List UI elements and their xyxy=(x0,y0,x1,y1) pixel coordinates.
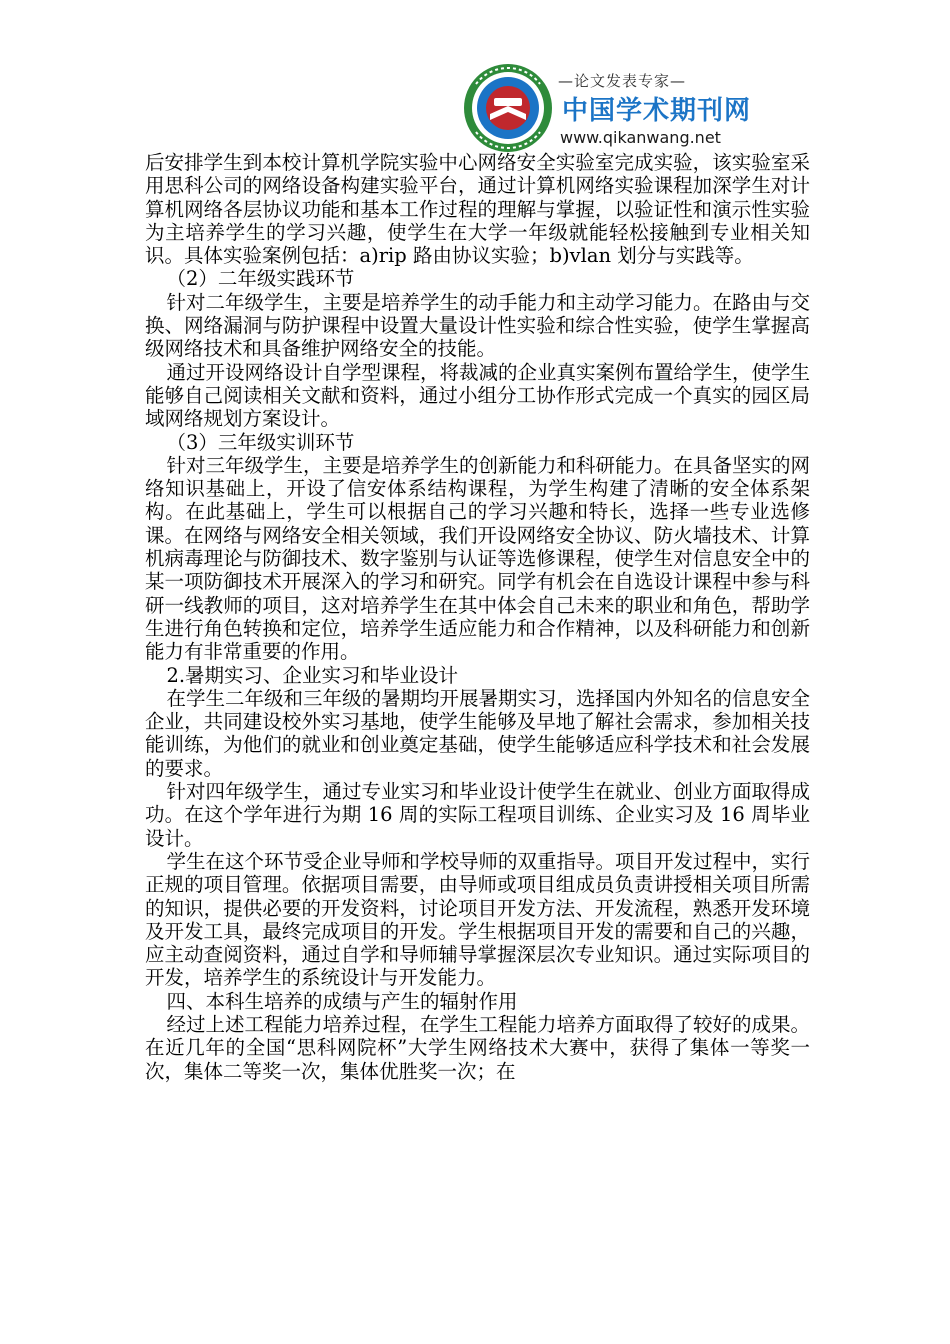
paragraph: 通过开设网络设计自学型课程，将裁减的企业真实案例布置给学生，使学生能够自己阅读相关文献和资料，通过小组分工协作形式完成一个真实的园区局域网络规划方案设计。 xyxy=(145,360,810,431)
section-heading: 四、本科生培养的成绩与产生的辐射作用 xyxy=(166,989,518,1013)
article-body xyxy=(145,151,810,1083)
paragraph: 经过上述工程能力培养过程，在学生工程能力培养方面取得了较好的成果。在近几年的全国“思科网院杯”大学生网络技术大赛中，获得了集体一等奖一次，集体二等奖一次，集体优胜奖一次；在 xyxy=(145,1012,810,1083)
section-heading: （3）三年级实训环节 xyxy=(166,430,355,454)
paragraph: 学生在这个环节受企业导师和学校导师的双重指导。项目开发过程中，实行正规的项目管理。依据项目需要，由导师或项目组成员负责讲授相关项目所需的知识，提供必要的开发资料，讨论项目开发方法、开发流程，熟悉开发环境及开发工具，最终完成项目的开发。学生根据项目开发的需要和自己的兴趣，应主动查阅资料，通过自学和导师辅导掌握深层次专业知识。通过实际项目的开发，培养学生的系统设计与开发能力。 xyxy=(145,849,810,990)
paragraph: 后安排学生到本校计算机学院实验中心网络安全实验室完成实验，该实验室采用思科公司的网络设备构建实验平台，通过计算机网络实验课程加深学生对计算机网络各层协议功能和基本工作过程的理解与掌握，以验证性和演示性实验为主培养学生的学习兴趣，使学生在大学一年级就能轻松接触到专业相关知识。具体实验案例包括：a)rip 路由协议实验；b)vlan 划分与实践等。 xyxy=(145,151,810,268)
paragraph: 针对二年级学生，主要是培养学生的动手能力和主动学习能力。在路由与交换、网络漏洞与防护课程中设置大量设计性实验和综合性实验，使学生掌握高级网络技术和具备维护网络安全的技能。 xyxy=(145,290,810,361)
section-heading: （2）二年级实践环节 xyxy=(166,267,355,291)
logo-tagline: —论文发表专家— xyxy=(557,72,686,90)
paragraph: 针对四年级学生，通过专业实习和毕业设计使学生在就业、创业方面取得成功。在这个学年进行为期 16 周的实际工程项目训练、企业实习及 16 周毕业设计。 xyxy=(145,780,810,850)
logo-seal-icon xyxy=(462,62,554,154)
paragraph: 在学生二年级和三年级的暑期均开展暑期实习，选择国内外知名的信息安全企业，共同建设校外实习基地，使学生能够及早地了解社会需求，参加相关技能训练，为他们的就业和创业奠定基础，使学生能够适应科学技术和社会发展的要求。 xyxy=(145,686,810,780)
logo-url: www.qikanwang.net xyxy=(560,128,721,147)
logo-name: 中国学术期刊网 xyxy=(562,96,752,126)
site-logo xyxy=(462,62,752,154)
paragraph: 针对三年级学生，主要是培养学生的创新能力和科研能力。在具备坚实的网络知识基础上，开设了信安体系结构课程，为学生构建了清晰的安全体系架构。在此基础上，学生可以根据自己的学习兴趣和特长，选择一些专业选修课。在网络与网络安全相关领域，我们开设网络安全协议、防火墙技术、计算机病毒理论与防御技术、数字鉴别与认证等选修课程，使学生对信息安全中的某一项防御技术开展深入的学习和研究。同学有机会在自选设计课程中参与科研一线教师的项目，这对培养学生在其中体会自己未来的职业和角色，帮助学生进行角色转换和定位，培养学生适应能力和合作精神，以及科研能力和创新能力有非常重要的作用。 xyxy=(145,453,810,664)
section-heading: 2.暑期实习、企业实习和毕业设计 xyxy=(166,663,459,687)
